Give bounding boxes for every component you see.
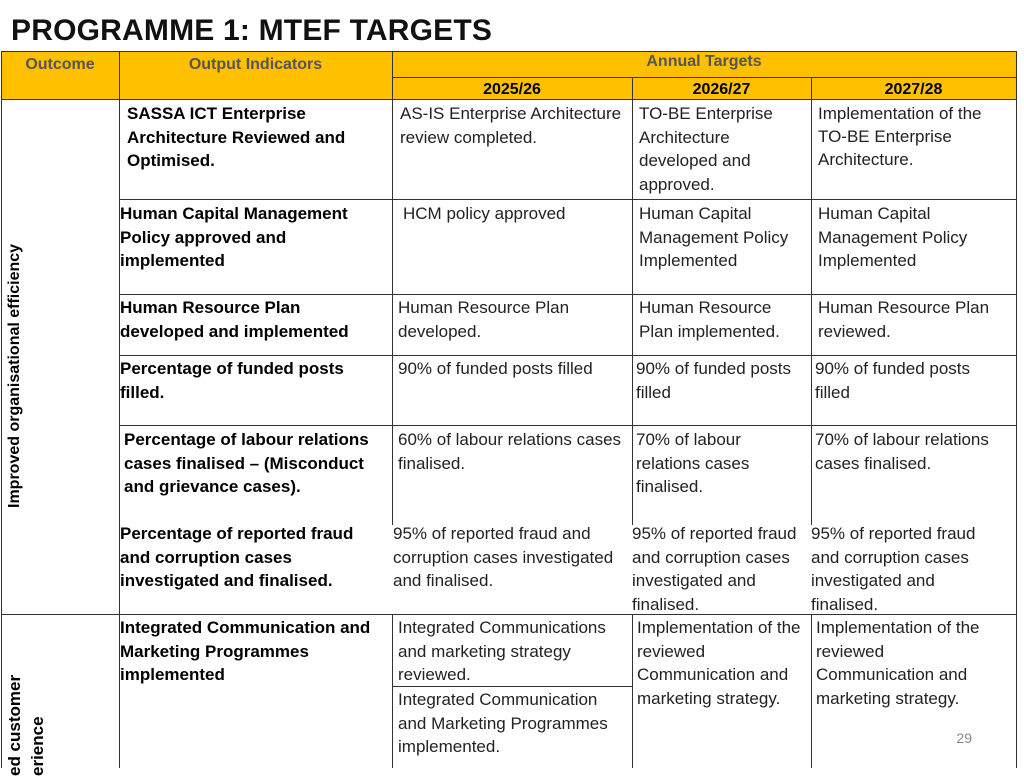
outcome-label-customer-2: erience [28,716,47,776]
header-year-2026-27: 2026/27 [692,81,751,98]
target-2026-comms: Implementation of the reviewed Communication and marketing strategy. [637,618,801,708]
target-2026-funded-posts: 90% of funded posts filled [636,359,792,402]
outcome-label-efficiency: Improved organisational efficiency [6,243,23,508]
target-2025-hr-plan: Human Resource Plan developed. [398,298,570,341]
target-2025-ict: AS-IS Enterprise Architecture review completed. [400,104,622,147]
grid-line [632,614,633,768]
target-2027-hr-plan: Human Resource Plan reviewed. [818,298,990,341]
grid-line [811,77,812,525]
outcome-label-customer-1: ed customer [5,674,24,776]
header-output-indicators: Output Indicators [188,56,323,73]
target-2026-labour: 70% of labour relations cases finalised. [636,430,750,496]
target-2025-funded-posts: 90% of funded posts filled [398,359,593,378]
target-2027-comms: Implementation of the reviewed Communication and marketing strategy. [816,618,980,708]
grid-line [1,51,1017,52]
grid-line [1,51,2,768]
target-2027-ict: Implementation of the TO-BE Enterprise Architecture. [818,104,982,169]
grid-line [811,614,812,768]
header-year-2027-28: 2027/28 [884,81,943,98]
target-2026-ict: TO-BE Enterprise Architecture developed and approved. [639,104,773,194]
indicator-hr-plan: Human Resource Plan developed and implemented [120,298,349,341]
target-2027-fraud: 95% of reported fraud and corruption cases investigated and finalised. [811,524,976,614]
grid-line [119,355,1016,356]
target-2027-funded-posts: 90% of funded posts filled [815,359,971,402]
grid-line [119,294,1016,295]
target-2025-fraud: 95% of reported fraud and corruption cases investigated and finalised. [393,524,614,590]
indicator-fraud-cases: Percentage of reported fraud and corruption cases investigated and finalised. [120,524,354,590]
grid-line [632,77,633,525]
target-2025-labour: 60% of labour relations cases finalised. [398,430,622,473]
indicator-labour-relations: Percentage of labour relations cases finalised – (Misconduct and grievance cases). [124,430,369,496]
target-2025-comms-strategy: Integrated Communications and marketing strategy reviewed. [398,618,606,684]
target-2026-fraud: 95% of reported fraud and corruption cases investigated and finalised. [632,524,797,614]
header-annual-targets: Annual Targets [646,53,762,70]
grid-line [119,425,1016,426]
page-title: PROGRAMME 1: MTEF TARGETS [11,14,493,47]
indicator-funded-posts: Percentage of funded posts filled. [120,359,344,402]
header-year-2025-26: 2025/26 [483,81,541,98]
page-number: 29 [956,730,972,746]
indicator-hcm-policy: Human Capital Management Policy approved and implemented [120,204,348,270]
grid-line [1016,51,1017,768]
target-2025-hcm: HCM policy approved [403,204,566,223]
grid-line [119,199,1016,200]
grid-line [392,77,1016,78]
grid-line [392,51,393,525]
target-2027-labour: 70% of labour relations cases finalised. [815,430,989,473]
target-2026-hcm: Human Capital Management Policy Implemented [639,204,789,270]
target-2026-hr-plan: Human Resource Plan implemented. [639,298,780,341]
grid-line [1,99,1017,100]
indicator-communication-marketing: Integrated Communication and Marketing Programmes implemented [120,618,371,684]
header-outcome: Outcome [25,56,95,73]
target-2025-comms-programmes: Integrated Communication and Marketing Programmes implemented. [398,690,608,756]
indicator-ict-architecture: SASSA ICT Enterprise Architecture Reviewed and Optimised. [127,104,346,170]
target-2027-hcm: Human Capital Management Policy Implemented [818,204,968,270]
